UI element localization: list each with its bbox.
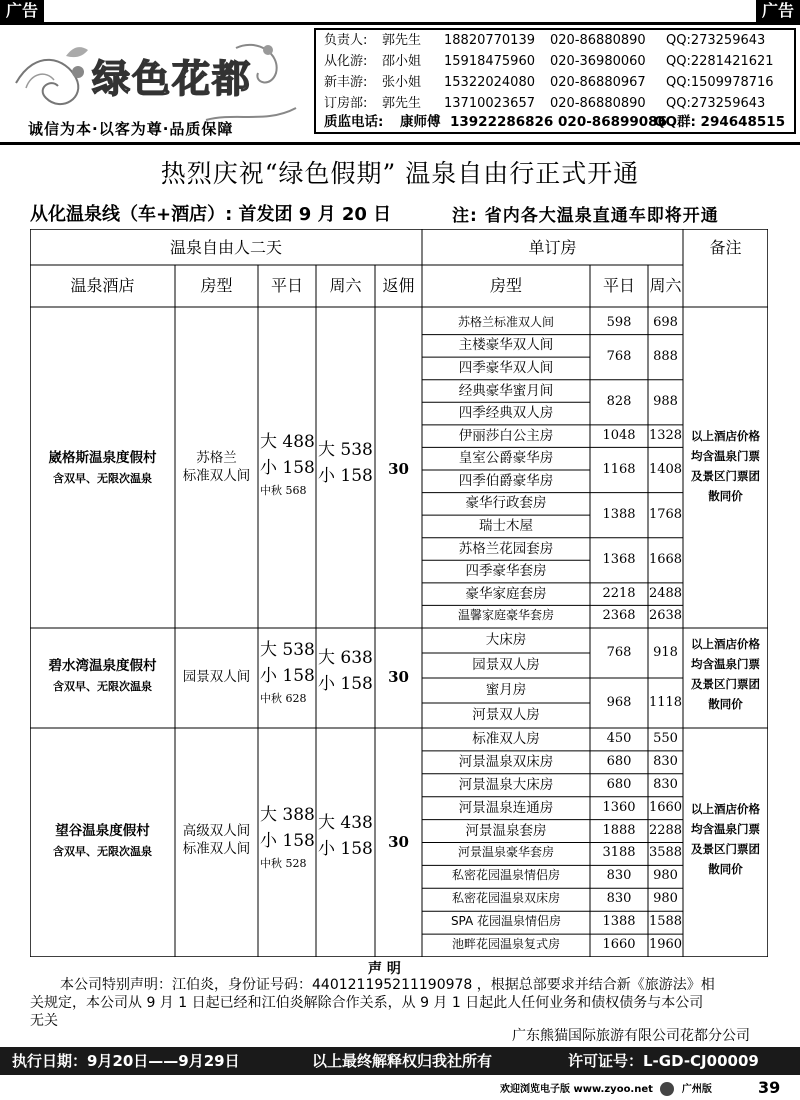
room-weekday-price: 680: [606, 753, 632, 769]
license-number: 许可证号：L-GD-CJ00009: [568, 1052, 759, 1070]
room-saturday-price: 2638: [648, 608, 683, 624]
room-saturday-price: 980: [653, 891, 678, 907]
contact-phone: 020-86880967: [550, 75, 646, 90]
room-name: 四季豪华套房: [465, 563, 547, 580]
saturday-adult-price: 大 638: [318, 648, 373, 668]
mid-autumn-price: 中秋 568: [260, 484, 307, 497]
room-name: 标准双人房: [472, 730, 540, 747]
column-header: 平日: [602, 276, 635, 295]
column-header: 平日: [270, 276, 303, 295]
hotel-inclusion: 含双早、无限次温泉: [53, 472, 152, 485]
package-room-type: 标准双人间: [182, 468, 251, 484]
room-weekday-price: 830: [606, 868, 632, 884]
execution-dates: 执行日期：9月20日——9月29日: [12, 1052, 240, 1070]
room-name: 河景温泉大床房: [458, 776, 554, 793]
room-name: 大床房: [485, 632, 527, 648]
room-name: 四季豪华双人间: [458, 359, 554, 376]
header-separator: [0, 142, 800, 145]
ad-label-left: 广告: [0, 0, 44, 22]
room-weekday-price: 450: [606, 730, 632, 746]
room-weekday-price: 1168: [602, 462, 636, 477]
room-saturday-price: 1588: [648, 914, 683, 930]
rights-notice: 以上最终解释权归我社所有: [312, 1052, 493, 1070]
room-saturday-price: 1660: [648, 799, 683, 815]
single-room-header: 单订房: [528, 238, 577, 257]
room-weekday-price: 830: [606, 891, 632, 907]
ebook-link[interactable]: 欢迎浏览电子版 www.zyoo.net: [500, 1084, 653, 1095]
room-saturday-price: 988: [653, 394, 678, 410]
contact-qq: QQ:273259643: [666, 33, 766, 48]
remark-line: 散同价: [708, 489, 743, 503]
route-note: 注: 省内各大温泉直通车即将开通: [452, 206, 719, 226]
declaration-line: 无关: [30, 1013, 58, 1029]
declaration-line: 关规定，本公司从 9 月 1 日起已经和江伯炎解除合作关系，从 9 月 1 日起此人任何业务和债权债务与本公司: [30, 995, 704, 1011]
contact-name: 郭先生: [382, 33, 422, 48]
top-rule: [0, 22, 800, 25]
room-saturday-price: 830: [653, 776, 678, 792]
room-name: 皇室公爵豪华房: [458, 450, 554, 467]
room-name: 伊丽莎白公主房: [458, 427, 554, 444]
room-saturday-price: 1118: [648, 695, 683, 710]
remark-line: 及景区门票团: [691, 469, 760, 483]
room-weekday-price: 1368: [602, 552, 636, 568]
column-header: 返佣: [382, 276, 415, 295]
hotel-name: 望谷温泉度假村: [55, 822, 150, 839]
room-weekday-price: 968: [606, 695, 632, 710]
remark-line: 以上酒店价格: [691, 429, 760, 443]
contact-qq: QQ:1509978716: [666, 75, 774, 90]
room-weekday-price: 768: [606, 645, 632, 660]
room-saturday-price: 1960: [648, 937, 683, 953]
mid-autumn-price: 中秋 628: [260, 692, 307, 705]
contact-role: 负责人:: [324, 33, 368, 48]
room-weekday-price: 828: [606, 394, 632, 410]
edition-label: 广州版: [681, 1084, 712, 1095]
room-name: 私密花园温泉双床房: [451, 891, 560, 906]
contact-role: 订房部:: [324, 96, 368, 111]
room-name: 河景温泉套房: [465, 822, 547, 839]
remark-header: 备注: [709, 238, 742, 257]
room-saturday-price: 888: [653, 349, 678, 365]
hotel-name: 崴格斯温泉度假村: [48, 450, 157, 466]
contact-phone: 020-86880890: [550, 33, 646, 48]
room-name: 经典豪华蜜月间: [458, 382, 554, 399]
price-table: [30, 229, 768, 957]
room-saturday-price: 1668: [648, 552, 683, 568]
package-room-type: 高级双人间: [182, 822, 251, 839]
remark-line: 均含温泉门票: [691, 657, 760, 671]
quality-label: 质监电话:: [324, 114, 384, 130]
room-weekday-price: 680: [606, 776, 632, 792]
room-saturday-price: 698: [653, 314, 678, 330]
mid-autumn-price: 中秋 528: [260, 856, 307, 870]
room-saturday-price: 918: [653, 645, 678, 660]
room-name: 主楼豪华双人间: [458, 337, 554, 354]
rebate-value: 30: [388, 668, 409, 686]
contact-name: 郭先生: [382, 96, 422, 111]
room-saturday-price: 1768: [648, 507, 683, 523]
room-saturday-price: 2488: [648, 585, 683, 601]
saturday-adult-price: 大 538: [318, 440, 373, 460]
room-saturday-price: 830: [653, 753, 678, 769]
saturday-child-price: 小 158: [318, 838, 373, 859]
declaration-heading: 声 明: [368, 961, 401, 977]
weekday-adult-price: 大 388: [260, 804, 315, 825]
room-name: 四季经典双人房: [458, 405, 554, 422]
rebate-value: 30: [388, 832, 409, 851]
room-name: 四季伯爵豪华房: [458, 472, 554, 489]
room-name: 苏格兰花园套房: [458, 540, 554, 557]
contact-mobile: 18820770139: [444, 33, 535, 48]
contact-name: 张小姐: [382, 75, 422, 90]
room-weekday-price: 2218: [602, 585, 636, 601]
column-header: 房型: [489, 276, 522, 295]
quality-name: 康师傅: [400, 114, 441, 130]
weekday-adult-price: 大 488: [260, 432, 315, 452]
remark-line: 以上酒店价格: [691, 801, 760, 816]
remark-line: 以上酒店价格: [691, 637, 760, 651]
remark-line: 散同价: [708, 861, 743, 876]
package-room-type: 园景双人间: [182, 669, 251, 685]
route-subline: 从化温泉线（车+酒店）: 首发团 9 月 20 日: [30, 204, 392, 225]
room-weekday-price: 1888: [602, 822, 636, 838]
room-saturday-price: 1408: [648, 462, 683, 477]
declaration-signature: 广东熊猫国际旅游有限公司花都分公司: [512, 1028, 750, 1044]
room-weekday-price: 768: [606, 349, 632, 365]
contact-row: [316, 31, 794, 52]
room-name: 苏格兰标准双人间: [457, 314, 554, 329]
contact-row: [316, 52, 794, 73]
remark-line: 均含温泉门票: [691, 449, 760, 463]
remark-line: 散同价: [708, 697, 743, 711]
hotel-inclusion: 含双早、无限次温泉: [53, 844, 152, 858]
page-number: 39: [758, 1078, 781, 1097]
column-header: 温泉酒店: [70, 276, 135, 295]
room-saturday-price: 550: [653, 730, 678, 746]
weekday-adult-price: 大 538: [260, 640, 315, 660]
contact-qq: QQ:2281421621: [666, 54, 774, 69]
room-weekday-price: 2368: [602, 608, 636, 624]
room-weekday-price: 1360: [602, 799, 636, 815]
room-name: 豪华家庭套房: [465, 585, 547, 602]
quality-row: [316, 112, 794, 133]
room-name: 河景温泉连通房: [458, 799, 554, 816]
bottom-credit: [500, 1080, 712, 1096]
room-saturday-price: 1328: [648, 427, 683, 443]
footer-bar: [0, 1047, 800, 1075]
hotel-name: 碧水湾温泉度假村: [48, 658, 157, 674]
room-weekday-price: 1388: [602, 507, 636, 523]
quality-qq-group: QQ群: 294648515: [654, 114, 786, 130]
ad-label-right: 广告: [756, 0, 800, 22]
room-weekday-price: 1048: [602, 427, 636, 443]
saturday-child-price: 小 158: [318, 466, 373, 486]
room-weekday-price: 1388: [602, 914, 636, 930]
weekday-child-price: 小 158: [260, 666, 315, 686]
room-name: 温馨家庭豪华套房: [457, 608, 554, 623]
contact-mobile: 13710023657: [444, 96, 535, 111]
saturday-adult-price: 大 438: [318, 812, 373, 833]
page-title: 热烈庆祝“绿色假期” 温泉自由行正式开通: [160, 159, 640, 188]
package-room-type: 苏格兰: [196, 450, 237, 466]
column-header: 周六: [649, 276, 682, 295]
brand-name: 绿色花都: [92, 57, 253, 101]
weekday-child-price: 小 158: [260, 458, 315, 478]
room-name: 私密花园温泉情侣房: [451, 868, 560, 883]
room-name: 河景双人房: [472, 707, 540, 723]
brand-slogan: 诚信为本·以客为尊·品质保障: [28, 120, 234, 138]
remark-line: 及景区门票团: [691, 677, 760, 691]
package-room-type: 标准双人间: [182, 840, 251, 857]
contact-role: 新丰游:: [324, 75, 368, 90]
weekday-child-price: 小 158: [260, 830, 315, 851]
contact-role: 从化游:: [324, 54, 368, 69]
contact-name: 邵小姐: [382, 54, 422, 69]
column-header: 周六: [329, 276, 362, 295]
remark-line: 及景区门票团: [691, 841, 760, 856]
room-name: SPA 花园温泉情侣房: [450, 914, 562, 929]
contact-mobile: 15322024080: [444, 75, 535, 90]
room-name: 池畔花园温泉复式房: [451, 937, 560, 952]
room-weekday-price: 3188: [602, 845, 636, 861]
hotel-inclusion: 含双早、无限次温泉: [53, 680, 152, 693]
edition-badge-icon: [660, 1082, 674, 1096]
remark-line: 均含温泉门票: [691, 821, 760, 836]
room-saturday-price: 3588: [648, 845, 683, 861]
contact-mobile: 15918475960: [444, 54, 535, 69]
room-name: 园景双人房: [472, 657, 540, 673]
room-saturday-price: 980: [653, 868, 678, 884]
room-weekday-price: 1660: [602, 937, 636, 953]
contact-phone: 020-86880890: [550, 96, 646, 111]
quality-phones: 13922286826 020-86899086: [450, 114, 667, 130]
column-header: 房型: [200, 276, 233, 295]
room-weekday-price: 598: [606, 314, 632, 330]
room-name: 豪华行政套房: [465, 495, 547, 512]
room-name: 河景温泉双床房: [458, 753, 554, 770]
contact-qq: QQ:273259643: [666, 96, 766, 111]
rebate-value: 30: [388, 460, 409, 478]
room-saturday-price: 2288: [648, 822, 683, 838]
room-name: 蜜月房: [485, 682, 527, 698]
declaration-line: 本公司特别声明：江伯炎，身份证号码：440121195211190978 ，根据总部要求并结合新《旅游法》相: [60, 977, 715, 993]
contact-panel: [314, 28, 796, 134]
contact-row: [316, 73, 794, 94]
room-name: 瑞士木屋: [479, 517, 533, 534]
contact-phone: 020-36980060: [550, 54, 646, 69]
saturday-child-price: 小 158: [318, 674, 373, 694]
group-header: 温泉自由人二天: [169, 238, 282, 257]
room-name: 河景温泉豪华套房: [457, 845, 554, 860]
